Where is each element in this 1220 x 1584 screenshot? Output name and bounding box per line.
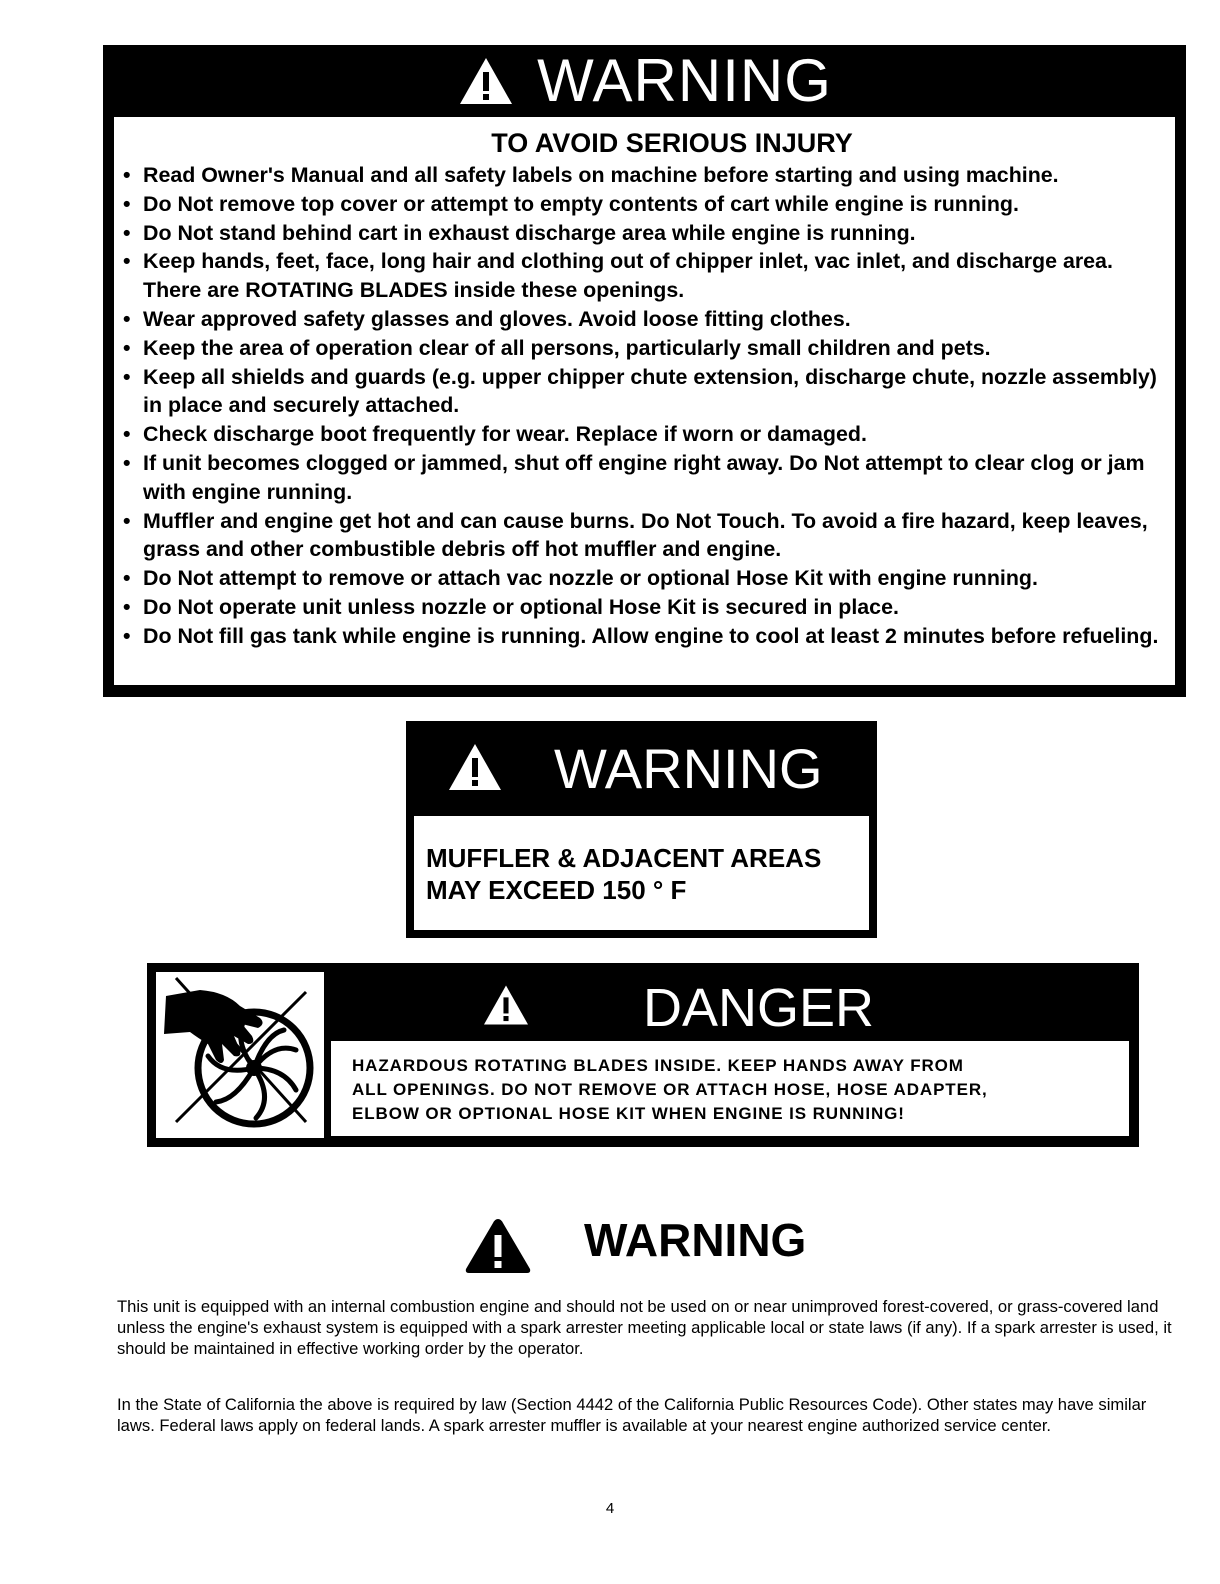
warning-banner — [406, 721, 877, 816]
danger-text-line: HAZARDOUS ROTATING BLADES INSIDE. KEEP HANDS AWAY FROM — [352, 1056, 964, 1075]
danger-heading: DANGER — [643, 978, 875, 1038]
list-item: • Do Not stand behind cart in exhaust discharge area while engine is running. — [123, 220, 916, 245]
list-item: • Keep hands, feet, face, long hair and clothing out of chipper inlet, vac inlet, and discharge area. There are ROTATING BLADES inside these openings. — [123, 249, 1113, 303]
warning-heading: WARNING — [537, 47, 832, 114]
danger-box — [147, 963, 1139, 1147]
list-item: • Do Not remove top cover or attempt to empty contents of cart while engine is running. — [123, 191, 1019, 216]
warning-banner — [103, 45, 1186, 117]
warning-heading: WARNING — [554, 737, 823, 800]
muffler-warning-box — [406, 721, 877, 938]
warning-triangle-icon — [481, 983, 531, 1027]
list-item: • Do Not fill gas tank while engine is running. Allow engine to cool at least 2 minutes before refueling. — [123, 623, 1159, 648]
warning-list — [114, 161, 1175, 651]
page-number: 4 — [605, 1500, 615, 1517]
list-item: • Check discharge boot frequently for wear. Replace if worn or damaged. — [123, 422, 867, 447]
warning-body — [114, 117, 1175, 685]
california-law-paragraph: In the State of California the above is required by law (Section 4442 of the California Public Resources Code). Other states may have similar laws. Federal laws apply on federal lands. A spark arrester muffler is available at your nearest engine authorized service center. — [117, 1395, 1147, 1435]
list-item: • Do Not attempt to remove or attach vac nozzle or optional Hose Kit with engine running. — [123, 566, 1038, 591]
warning-triangle-icon — [457, 55, 515, 107]
list-item: • Read Owner's Manual and all safety labels on machine before starting and using machine. — [123, 163, 1059, 187]
warning-subheading: TO AVOID SERIOUS INJURY — [491, 128, 853, 158]
spark-arrester-paragraph: This unit is equipped with an internal combustion engine and should not be used on or near unimproved forest-covered, or grass-covered land unless the engine's exhaust system is equipped with a spark arrester meeting applicable local or state laws (if any). If a spark arrester is used, it should be maintained in effective working order by the operator. — [117, 1297, 1172, 1358]
muffler-text-line: MAY EXCEED 150 ° F — [426, 875, 687, 905]
hand-rotating-blade-icon — [156, 972, 324, 1138]
safety-warning-box — [103, 45, 1186, 697]
list-item: • Keep the area of operation clear of all persons, particularly small children and pets. — [123, 335, 991, 360]
list-item: • If unit becomes clogged or jammed, shut off engine right away. Do Not attempt to clear clog or jam with engine running. — [123, 450, 1145, 504]
danger-body — [331, 1041, 1129, 1136]
warning-triangle-icon — [446, 741, 504, 793]
list-item: • Wear approved safety glasses and gloves. Avoid loose fitting clothes. — [123, 306, 851, 331]
list-item: • Muffler and engine get hot and can cause burns. Do Not Touch. To avoid a fire hazard, keep leaves, grass and other combustible debris off hot muffler and engine. — [123, 508, 1148, 562]
warning-triangle-icon — [464, 1217, 532, 1275]
danger-text-line: ALL OPENINGS. DO NOT REMOVE OR ATTACH HOSE, HOSE ADAPTER, — [352, 1080, 988, 1099]
warning-heading: WARNING — [584, 1214, 807, 1266]
danger-banner — [331, 963, 1139, 1041]
muffler-text-line: MUFFLER & ADJACENT AREAS — [426, 843, 822, 873]
list-item: • Keep all shields and guards (e.g. upper chipper chute extension, discharge chute, nozzle assembly) in place and securely attached. — [123, 364, 1157, 418]
list-item: • Do Not operate unit unless nozzle or optional Hose Kit is secured in place. — [123, 594, 899, 619]
warning-body — [414, 816, 869, 930]
spark-arrester-warning — [464, 1213, 884, 1275]
danger-text-line: ELBOW OR OPTIONAL HOSE KIT WHEN ENGINE IS RUNNING! — [352, 1104, 905, 1123]
